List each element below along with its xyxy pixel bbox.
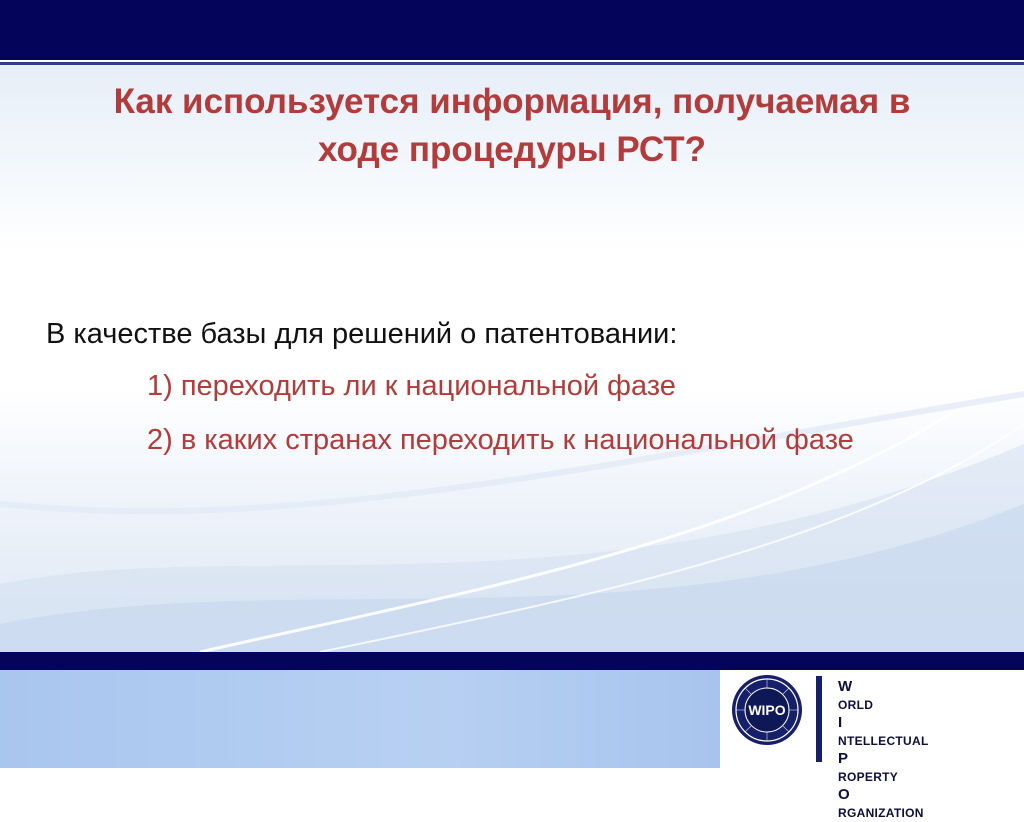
slide-title [40,78,984,174]
list-item-2: 2) в каких странах переходить к национальной фазе [147,424,854,456]
header-rule [0,62,1024,65]
footer-blue-panel [0,670,720,768]
list-item-1: 1) переходить ли к национальной фазе [147,370,676,402]
org-line-1: W ORLD [838,678,874,712]
wipo-logo-text: WIPO [748,702,786,718]
header-band [0,0,1024,60]
org-line-4: O RGANIZATION [838,786,924,820]
wipo-emblem-icon [730,673,804,747]
org-line-2: I NTELLECTUAL [838,714,929,748]
slide-title-line-1: Как используется информация, получаемая в [113,82,911,121]
organization-name [838,678,929,822]
footer-band [0,652,1024,670]
org-line-3: P ROPERTY [838,750,899,784]
slide-title-line-2: ходе процедуры РСТ? [317,130,707,169]
intro-text: В качестве базы для решений о патентовании: [46,318,678,350]
footer-divider [816,676,822,762]
